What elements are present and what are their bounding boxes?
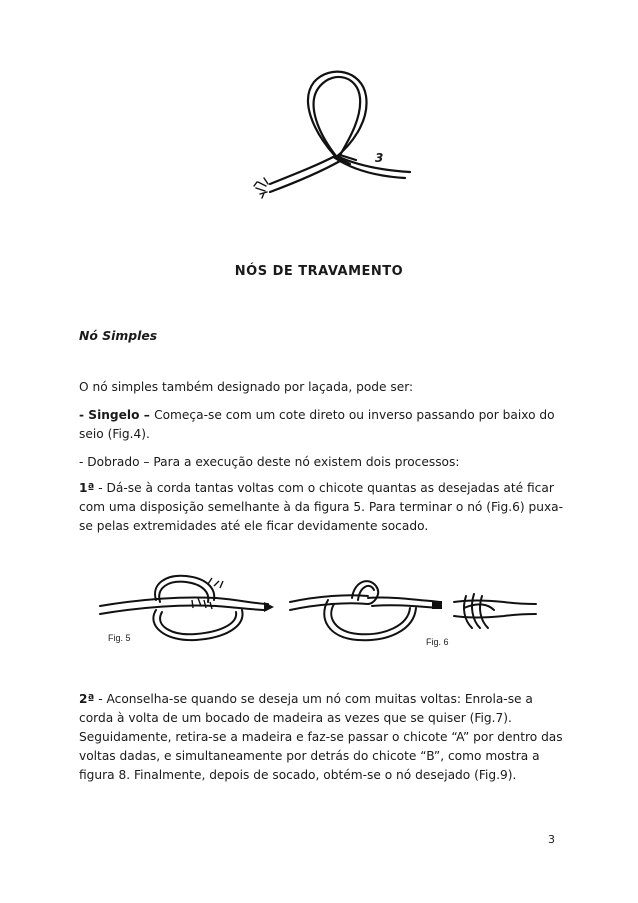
intro-paragraph: O nó simples também designado por laçada, pode ser:: [79, 380, 414, 394]
rope-loop-figure: [240, 60, 440, 210]
process-2-label: 2ª: [79, 692, 95, 706]
knot-figure-6: [288, 574, 538, 650]
singelo-paragraph: [79, 406, 567, 444]
process-1-paragraph: [79, 479, 567, 536]
section-heading: NÓS DE TRAVAMENTO: [234, 264, 404, 279]
process-2-paragraph: [79, 690, 567, 785]
process-1-label: 1ª: [79, 481, 95, 495]
subsection-heading: Nó Simples: [79, 328, 158, 343]
process-2-text: - Aconselha-se quando se deseja um nó com muitas voltas: Enrola-se a corda à volta de um bocado de madeira as vezes que se quiser (Fig.7). Seguidamente, retira-se a madeira e faz-se passar o chicote “A” por dentro das voltas dadas, e simultaneamente por detrás do chicote “B”, como mostra a figura 8. Finalmente, depois de socado, obtém-se o nó desejado (Fig.9).: [79, 692, 563, 782]
figure-number: 3: [375, 151, 384, 165]
dobrado-paragraph: - Dobrado – Para a execução deste nó existem dois processos:: [79, 455, 460, 469]
process-1-text: - Dá-se à corda tantas voltas com o chicote quantas as desejadas até ficar com uma disposição semelhante à da figura 5. Para terminar o nó (Fig.6) puxa-se pelas extremidades até ele ficar devidamente socado.: [79, 481, 564, 533]
singelo-label: - Singelo –: [79, 408, 155, 422]
fig6-label: Fig. 6: [426, 637, 449, 647]
page-number: 3: [548, 833, 555, 846]
singelo-text: Começa-se com um cote direto ou inverso passando por baixo do seio (Fig.4).: [79, 408, 555, 441]
fig5-label: Fig. 5: [108, 633, 131, 643]
